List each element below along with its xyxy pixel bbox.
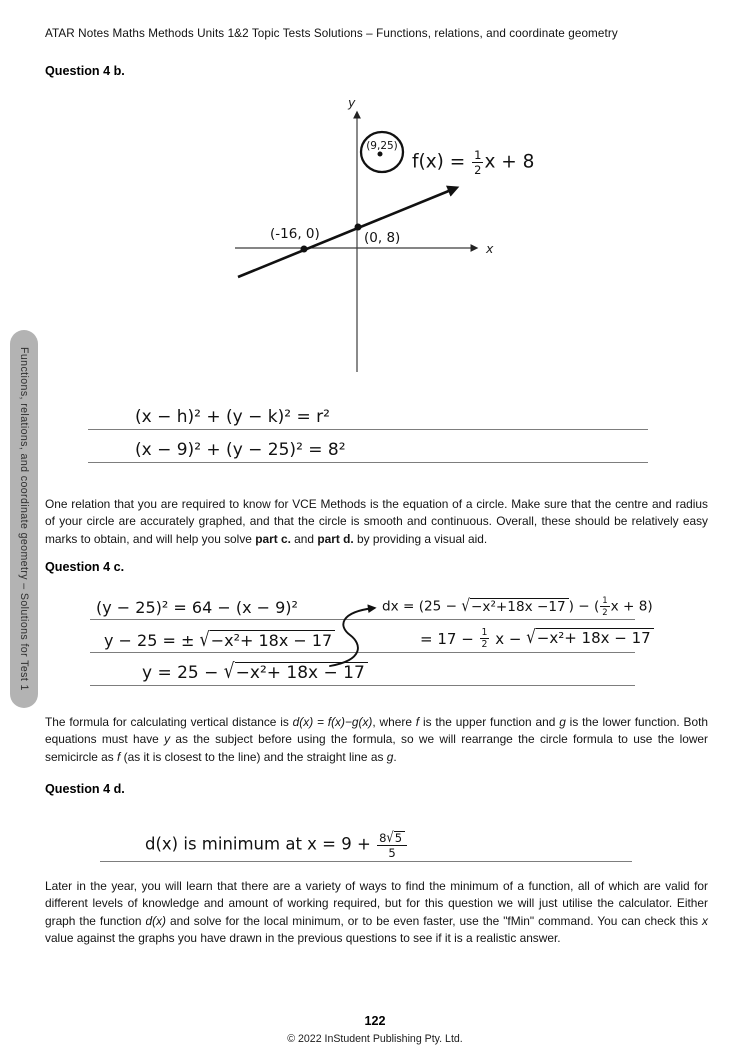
radical: √−x²+18x −17	[461, 598, 568, 615]
y-axis-label: y	[348, 95, 356, 110]
circle-annotation	[361, 132, 403, 172]
q4c-paragraph	[45, 714, 708, 766]
text-segment: value against the graphs you have drawn in the previous questions to see if it is a realistic answer.	[45, 930, 561, 945]
distance-step2: = 17 − $\frac{1}{2}$ x − √−x²+ 18x − 17	[420, 628, 654, 651]
half-fraction: $\frac{1}{2}$	[481, 626, 488, 651]
page-number: 122	[364, 1014, 386, 1028]
part-c-bold: part c.	[255, 531, 291, 546]
text-segment: and solve for the local minimum, or to be even faster, use the "fMin" command. You can check this	[166, 913, 703, 928]
text-segment: The formula for calculating vertical distance is	[45, 715, 293, 729]
circle-centre-point	[378, 152, 383, 157]
question-4b-heading: Question 4 b.	[45, 64, 125, 78]
q4b-paragraph	[45, 496, 708, 548]
radical: √5	[386, 831, 405, 844]
worked-line	[100, 826, 632, 862]
q4d-paragraph	[45, 878, 708, 947]
text-segment: , where	[372, 715, 416, 729]
math-inline: g	[386, 749, 394, 764]
text-segment: .	[393, 749, 397, 764]
math-inline: y	[164, 732, 171, 747]
copyright: © 2022 InStudent Publishing Pty. Ltd.	[287, 1033, 463, 1045]
part-d-bold: part d.	[317, 531, 354, 546]
worked-line	[88, 400, 648, 430]
distance-step1: dx = (25 − √−x²+18x −17 ) − ( $\frac{1}{2}$ x + 8)	[382, 595, 653, 618]
page-header: ATAR Notes Maths Methods Units 1&2 Topic Tests Solutions – Functions, relations, and coordinate geometry	[45, 27, 618, 40]
y-intercept-label: (0, 8)	[364, 230, 401, 246]
fx-label-post: x + 8	[484, 151, 535, 173]
sidebar-tab-label: Functions, relations, and coordinate geometry – Solutions for Test 1	[18, 347, 30, 691]
math-inline: f	[415, 715, 420, 729]
circled-point-label: (9,25)	[366, 140, 398, 152]
math-inline: d(x)	[145, 913, 166, 928]
x-axis-label: x	[486, 241, 494, 256]
q4d-working	[100, 826, 632, 862]
semicircle-step2: y − 25 = ± √−x²+ 18x − 17	[104, 630, 335, 650]
math-inline: f	[117, 749, 121, 764]
x-intercept-label: (-16, 0)	[270, 226, 320, 242]
math-inline: g	[559, 715, 566, 729]
text-segment: is the upper function and	[419, 715, 560, 729]
connector-arrow	[328, 602, 386, 676]
x-intercept-point	[301, 246, 308, 253]
text-segment: One relation that you are required to know for VCE Methods is the equation of a circle. Make sure that the centre and radius of your circle are accurately graphed, and that the circle is smooth and continuous. Overall, these should be relatively easy marks to obtain, and will help you solve	[45, 497, 708, 546]
text-segment: Later in the year, you will learn that there are a variety of ways to find the minimum of a function, all of which are valid for different levels of knowledge and amount of working required, but for this question we will just utilise the calculator. Either graph the function	[45, 879, 708, 928]
circle-general-equation: (x − h)² + (y − k)² = r²	[135, 407, 330, 427]
radical: √−x²+ 18x − 17	[526, 628, 654, 647]
fx-label-pre: f(x) =	[412, 151, 472, 173]
question-4d-heading: Question 4 d.	[45, 782, 125, 796]
q4b-working	[88, 400, 648, 463]
answer-fraction: 8 √5 5	[377, 831, 407, 859]
text-segment: and	[290, 531, 318, 546]
text-segment: by providing a visual aid.	[353, 531, 488, 546]
radical: √−x²+ 18x − 17	[199, 630, 335, 650]
semicircle-step1: (y − 25)² = 64 − (x − 9)²	[96, 598, 298, 617]
radical: √−x²+ 18x − 17	[224, 662, 368, 683]
circle-specific-equation: (x − 9)² + (y − 25)² = 8²	[135, 440, 346, 460]
fx-label-fraction: $\frac{1}{2}$	[474, 148, 482, 178]
text-segment: as the subject before using the formula, so we will rearrange the circle formula to use the lower semicircle as	[45, 732, 709, 764]
graph-4b	[220, 95, 520, 395]
y-intercept-point	[355, 224, 362, 231]
question-4c-heading: Question 4 c.	[45, 560, 125, 574]
math-inline: d(x) = f(x)−g(x)	[292, 715, 373, 729]
text-segment: (as it is closest to the line) and the straight line as	[120, 749, 387, 764]
q4c-working	[90, 590, 653, 686]
semicircle-step3: y = 25 − √−x²+ 18x − 17	[142, 662, 368, 683]
text-segment: is the lower function. Both equations must have	[45, 715, 709, 747]
minimum-answer: d(x) is minimum at x = 9 + 8 √5 5	[145, 831, 408, 859]
sidebar-tab[interactable]	[10, 330, 38, 708]
math-inline: x	[702, 913, 708, 928]
worked-line	[88, 430, 648, 463]
half-fraction: $\frac{1}{2}$	[602, 595, 608, 618]
function-equation-label	[412, 149, 534, 176]
